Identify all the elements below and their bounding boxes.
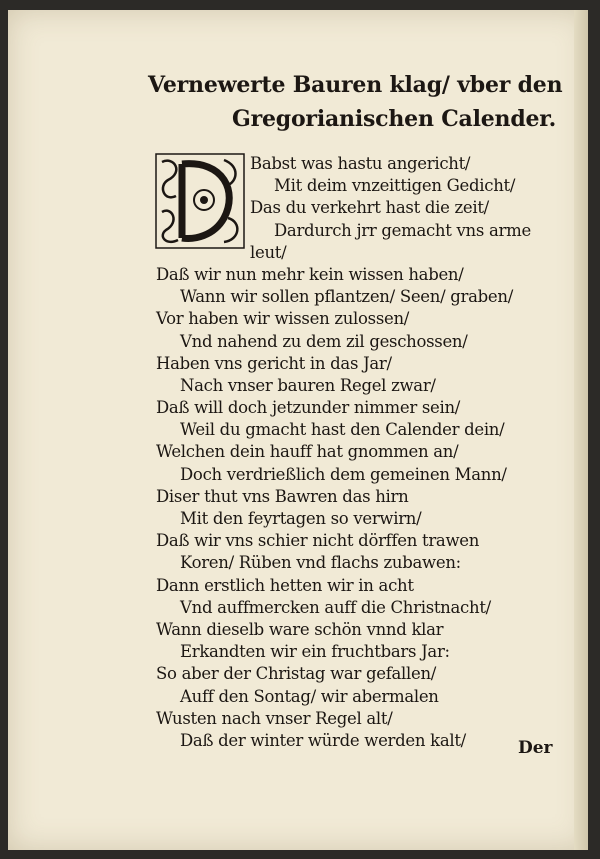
verse-line: Mit den feyrtagen so verwirn/ — [180, 509, 422, 528]
title-line-1: Vernewerte Bauren klag/ vber den — [148, 72, 563, 98]
verse-line: Koren/ Rüben vnd flachs zubawen: — [180, 553, 461, 573]
page-gutter — [574, 10, 588, 850]
verse-line: Weil du gmacht hast den Calender dein/ — [180, 420, 505, 440]
verse-line: Wusten nach vnser Regel alt/ — [156, 708, 393, 728]
verse-line: So aber der Christag war gefallen/ — [156, 664, 437, 684]
verse-line: Haben vns gericht in das Jar/ — [156, 353, 392, 373]
verse-line: Daß will doch jetzunder nimmer sein/ — [156, 398, 461, 418]
verse-line: Mit deim vnzeittigen Gedicht/ — [274, 176, 516, 196]
title-line-2: Gregorianischen Calender. — [232, 106, 557, 132]
verse-line: Welchen dein hauff hat gnommen an/ — [156, 442, 459, 462]
verse-line: Wann wir sollen pflantzen/ Seen/ graben/ — [180, 287, 513, 307]
verse-line: Diser thut vns Bawren das hirn — [156, 486, 409, 506]
verse-line: Vor haben wir wissen zulossen/ — [156, 309, 410, 329]
book-page — [8, 10, 588, 850]
poem-verses — [156, 153, 576, 752]
verse-line: Daß der winter würde werden kalt/ — [180, 730, 466, 750]
verse-line: Dann erstlich hetten wir in acht — [156, 575, 414, 595]
verse-line: Auff den Sontag/ wir abermalen — [180, 686, 439, 706]
verse-line: Erkandten wir ein fruchtbars Jar: — [180, 642, 450, 662]
verse-line: Vnd auffmercken auff die Christnacht/ — [180, 597, 491, 617]
verse-line: Daß wir vns schier nicht dörffen trawen — [156, 531, 480, 551]
verse-line: Nach vnser bauren Regel zwar/ — [180, 375, 436, 395]
verse-line: Wann dieselb ware schön vnnd klar — [156, 619, 444, 639]
poem-title — [148, 68, 568, 136]
catchword: Der — [518, 738, 553, 758]
verse-line: leut/ — [250, 242, 287, 262]
verse-line: Babst was hastu angericht/ — [250, 154, 471, 173]
verse-line: Dardurch jrr gemacht vns arme — [274, 220, 531, 240]
verse-line: Doch verdrießlich dem gemeinen Mann/ — [180, 464, 507, 484]
verse-line: Vnd nahend zu dem zil geschossen/ — [180, 331, 468, 351]
verse-line: Das du verkehrt hast die zeit/ — [250, 198, 489, 218]
verse-line: Daß wir nun mehr kein wissen haben/ — [156, 264, 464, 284]
